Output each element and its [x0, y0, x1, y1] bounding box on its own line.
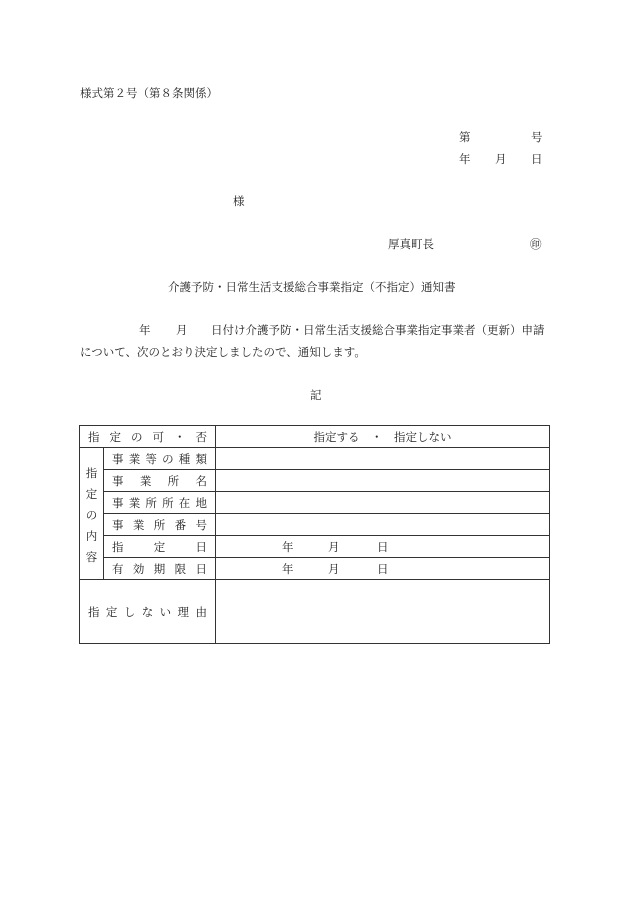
ki-heading: 記	[310, 388, 322, 402]
content-label: 指 定 の 内 容	[80, 448, 104, 580]
approval-value: 指定する ・ 指定しない	[216, 426, 550, 448]
expiry-date-value[interactable]: 年 月 日	[216, 558, 550, 580]
office-name-value[interactable]	[216, 470, 550, 492]
date-month-label: 月	[495, 152, 507, 166]
issuer-name: 厚真町長	[388, 237, 434, 251]
table-row	[80, 536, 550, 558]
addressee-suffix: 様	[233, 194, 245, 208]
doc-title: 介護予防・日常生活支援総合事業指定（不指定）通知書	[168, 280, 456, 294]
table-row	[80, 448, 550, 470]
designation-date-label: 指 定 日	[104, 536, 216, 558]
table-row	[80, 558, 550, 580]
doc-number-prefix: 第	[459, 130, 471, 144]
table-row	[80, 470, 550, 492]
body-month-label: 月	[176, 323, 188, 337]
reason-label: 指 定 し な い 理 由	[80, 580, 216, 644]
office-address-value[interactable]	[216, 492, 550, 514]
office-name-label: 事 業 所 名	[104, 470, 216, 492]
reason-row	[80, 580, 550, 644]
date-year-label: 年	[459, 152, 471, 166]
office-number-value[interactable]	[216, 514, 550, 536]
approval-row	[80, 426, 550, 448]
seal-mark: ㊞	[530, 237, 542, 251]
expiry-date-label: 有 効 期 限 日	[104, 558, 216, 580]
doc-number-suffix: 号	[531, 130, 543, 144]
office-number-label: 事 業 所 番 号	[104, 514, 216, 536]
body-text-line2: について、次のとおり決定しましたので、通知します。	[80, 345, 366, 359]
body-year-label: 年	[139, 323, 151, 337]
reason-value[interactable]	[216, 580, 550, 644]
table-row	[80, 514, 550, 536]
business-type-value[interactable]	[216, 448, 550, 470]
body-text-line1: 日付け介護予防・日常生活支援総合事業指定事業者（更新）申請	[211, 323, 545, 337]
date-day-label: 日	[531, 152, 543, 166]
business-type-label: 事 業 等 の 種 類	[104, 448, 216, 470]
office-address-label: 事 業 所 所 在 地	[104, 492, 216, 514]
table-row	[80, 492, 550, 514]
approval-label: 指 定 の 可 ・ 否	[80, 426, 216, 448]
form-number: 様式第２号（第８条関係）	[80, 86, 218, 100]
designation-table	[79, 425, 550, 644]
designation-date-value[interactable]: 年 月 日	[216, 536, 550, 558]
